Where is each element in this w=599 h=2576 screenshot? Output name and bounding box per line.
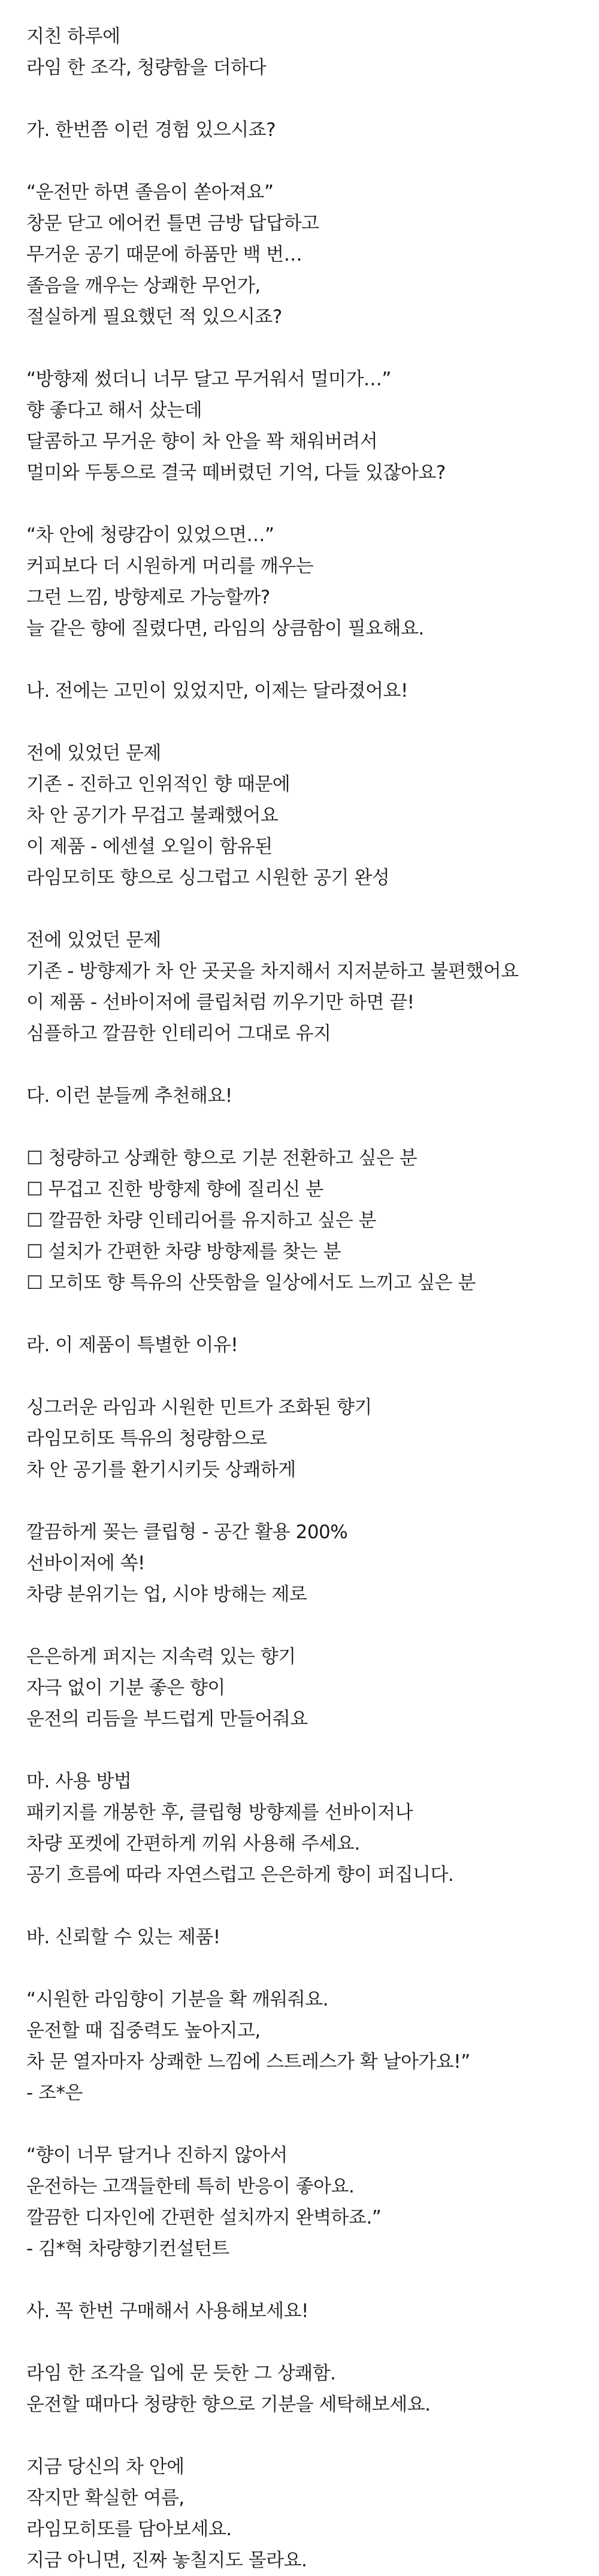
paragraph-spacer xyxy=(26,1049,599,1080)
text-line: 라. 이 제품이 특별한 이유! xyxy=(26,1334,238,1356)
paragraph-spacer xyxy=(26,1610,599,1641)
text-line: 패키지를 개봉한 후, 클립형 방향제를 선바이저나 xyxy=(26,1802,413,1823)
paragraph xyxy=(26,1922,599,1953)
paragraph-spacer xyxy=(26,488,599,520)
text-line: 무거운 공기 때문에 하품만 백 번… xyxy=(26,244,302,265)
text-line: 나. 전에는 고민이 있었지만, 이제는 달라졌어요! xyxy=(26,680,408,702)
paragraph xyxy=(26,738,599,893)
text-line: 멀미와 두통으로 결국 떼버렸던 기억, 다들 있잖아요? xyxy=(26,462,446,484)
text-line: 바. 신뢰할 수 있는 제품! xyxy=(26,1926,220,1948)
text-line: 은은하게 퍼지는 지속력 있는 향기 xyxy=(26,1646,296,1668)
paragraph xyxy=(26,1641,599,1735)
text-line: ☐ 청량하고 상쾌한 향으로 기분 전환하고 싶은 분 xyxy=(26,1147,418,1169)
text-line: ☐ 무겁고 진한 방향제 향에 질리신 분 xyxy=(26,1179,323,1200)
text-line: 절실하게 필요했던 적 있으시죠? xyxy=(26,306,282,328)
text-line: 커피보다 더 시원하게 머리를 깨우는 xyxy=(26,555,314,577)
text-line: 라임모히또 향으로 싱그럽고 시원한 공기 완성 xyxy=(26,867,390,889)
text-line: 선바이저에 쏙! xyxy=(26,1553,145,1574)
text-line: 차량 분위기는 업, 시야 방해는 제로 xyxy=(26,1584,307,1605)
paragraph-spacer xyxy=(26,146,599,177)
paragraph xyxy=(26,520,599,644)
text-line: ☐ 설치가 간편한 차량 방향제를 찾는 분 xyxy=(26,1241,341,1263)
text-line: 자극 없이 기분 좋은 향이 xyxy=(26,1677,225,1699)
paragraph xyxy=(26,1517,599,1610)
text-line: 전에 있었던 문제 xyxy=(26,742,161,764)
paragraph-spacer xyxy=(26,2420,599,2451)
text-line: 지금 아니면, 진짜 놓칠지도 몰라요. xyxy=(26,2550,307,2571)
text-line: 사. 꼭 한번 구매해서 사용해보세요! xyxy=(26,2300,308,2322)
text-line: ☐ 모히또 향 특유의 산뜻함을 일상에서도 느끼고 싶은 분 xyxy=(26,1272,476,1294)
text-line: 창문 닫고 에어컨 틀면 금방 답답하고 xyxy=(26,213,319,234)
text-line: ☐ 깔끔한 차량 인테리어를 유지하고 싶은 분 xyxy=(26,1210,376,1231)
text-line: 전에 있었던 문제 xyxy=(26,929,161,951)
text-line: 라임 한 조각을 입에 문 듯한 그 상쾌함. xyxy=(26,2363,336,2384)
text-line: 지금 당신의 차 안에 xyxy=(26,2456,184,2478)
paragraph xyxy=(26,21,599,83)
text-line: 운전할 때 집중력도 높아지고, xyxy=(26,2020,261,2042)
text-line: 마. 사용 방법 xyxy=(26,1771,132,1792)
paragraph-spacer xyxy=(26,893,599,925)
text-line: 운전할 때마다 청량한 향으로 기분을 세탁해보세요. xyxy=(26,2394,431,2415)
text-line: 싱그러운 라임과 시원한 민트가 조화된 향기 xyxy=(26,1397,372,1418)
text-line: 가. 한번쯤 이런 경험 있으시죠? xyxy=(26,119,276,141)
paragraph xyxy=(26,925,599,1049)
paragraph xyxy=(26,114,599,146)
text-line: 작지만 확실한 여름, xyxy=(26,2487,184,2509)
paragraph-spacer xyxy=(26,1112,599,1143)
paragraph-spacer xyxy=(26,2109,599,2140)
paragraph xyxy=(26,1392,599,1485)
text-line: 다. 이런 분들께 추천해요! xyxy=(26,1085,232,1107)
text-line: 차 문 열자마자 상쾌한 느낌에 스트레스가 확 날아가요!” xyxy=(26,2051,470,2073)
paragraph-spacer xyxy=(26,333,599,364)
paragraph-spacer xyxy=(26,2264,599,2296)
paragraph xyxy=(26,364,599,488)
text-line: 운전하는 고객들한테 특히 반응이 좋아요. xyxy=(26,2176,355,2197)
text-line: 그런 느낌, 방향제로 가능할까? xyxy=(26,587,270,608)
text-line: “차 안에 청량감이 있었으면…” xyxy=(26,524,274,546)
paragraph xyxy=(26,2296,599,2327)
text-line: “시원한 라임향이 기분을 확 깨워줘요. xyxy=(26,1989,329,2010)
paragraph xyxy=(26,1766,599,1891)
text-line: 기존 - 진하고 인위적인 향 때문에 xyxy=(26,774,291,795)
text-line: 이 제품 - 선바이저에 클립처럼 끼우기만 하면 끝! xyxy=(26,992,415,1013)
text-line: 기존 - 방향제가 차 안 곳곳을 차지해서 지저분하고 불편했어요 xyxy=(26,961,519,982)
paragraph-spacer xyxy=(26,83,599,114)
paragraph-spacer xyxy=(26,1735,599,1766)
paragraph-spacer xyxy=(26,2327,599,2358)
text-line: 지친 하루에 xyxy=(26,26,120,47)
text-line: 심플하고 깔끔한 인테리어 그대로 유지 xyxy=(26,1023,331,1044)
paragraph-spacer xyxy=(26,1953,599,1984)
text-line: 라임 한 조각, 청량함을 더하다 xyxy=(26,57,267,78)
text-line: 차량 포켓에 간편하게 끼워 사용해 주세요. xyxy=(26,1833,360,1855)
paragraph xyxy=(26,2140,599,2264)
text-line: 늘 같은 향에 질렸다면, 라임의 상큼함이 필요해요. xyxy=(26,618,424,639)
text-line: 운전의 리듬을 부드럽게 만들어줘요 xyxy=(26,1708,308,1730)
paragraph xyxy=(26,1984,599,2109)
paragraph xyxy=(26,1330,599,1361)
text-line: 향 좋다고 해서 샀는데 xyxy=(26,400,202,421)
text-line: 차 안 공기가 무겁고 불쾌했어요 xyxy=(26,805,279,826)
text-line: “운전만 하면 졸음이 쏟아져요” xyxy=(26,182,274,203)
paragraph-spacer xyxy=(26,644,599,675)
text-line: 깔끔하게 꽂는 클립형 - 공간 활용 200% xyxy=(26,1521,348,1543)
text-line: 깔끔한 디자인에 간편한 설치까지 완벽하죠.” xyxy=(26,2207,382,2228)
text-line: 공기 흐름에 따라 자연스럽고 은은하게 향이 퍼집니다. xyxy=(26,1864,454,1886)
paragraph xyxy=(26,675,599,706)
paragraph-spacer xyxy=(26,1485,599,1517)
text-line: 라임모히또 특유의 청량함으로 xyxy=(26,1428,267,1449)
paragraph xyxy=(26,1143,599,1298)
text-line: 차 안 공기를 환기시키듯 상쾌하게 xyxy=(26,1459,296,1481)
text-line: “방향제 썼더니 너무 달고 무거워서 멀미가…” xyxy=(26,369,391,390)
paragraph xyxy=(26,177,599,333)
text-line: 라임모히또를 담아보세요. xyxy=(26,2518,232,2540)
text-line: - 김*혁 차량향기컨설턴트 xyxy=(26,2238,229,2260)
paragraph-spacer xyxy=(26,1891,599,1922)
text-line: 졸음을 깨우는 상쾌한 무언가, xyxy=(26,275,261,297)
paragraph-spacer xyxy=(26,1361,599,1392)
text-line: “향이 너무 달거나 진하지 않아서 xyxy=(26,2145,288,2166)
text-line: 달콤하고 무거운 향이 차 안을 꽉 채워버려서 xyxy=(26,431,378,452)
paragraph xyxy=(26,2451,599,2576)
text-line: 이 제품 - 에센셜 오일이 함유된 xyxy=(26,836,273,857)
paragraph-spacer xyxy=(26,1298,599,1330)
text-line: - 조*은 xyxy=(26,2082,83,2104)
paragraph xyxy=(26,1080,599,1112)
paragraph xyxy=(26,2358,599,2420)
paragraph-spacer xyxy=(26,706,599,738)
